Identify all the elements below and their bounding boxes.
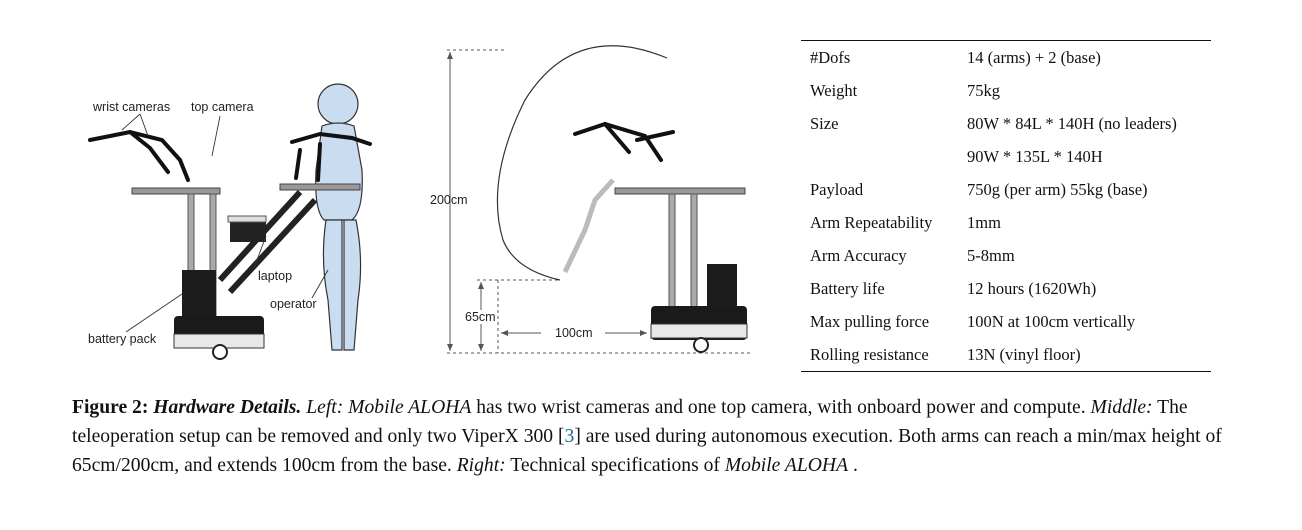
spec-value: 100N at 100cm vertically	[967, 311, 1136, 331]
height-max-label: 200cm	[430, 193, 468, 207]
spec-row	[801, 206, 1211, 239]
height-min-label: 65cm	[465, 310, 496, 324]
spec-key: Max pulling force	[810, 311, 930, 331]
figure-caption	[72, 393, 1232, 480]
spec-key: Arm Accuracy	[810, 245, 907, 265]
wrist-cameras-label: wrist cameras	[93, 100, 171, 114]
caption-middle-label: Middle:	[1090, 397, 1153, 418]
caption-text-2: The teleoperation setup can be removed and only two ViperX 300 [	[72, 397, 1188, 447]
operator-silhouette	[316, 84, 363, 350]
spec-row	[801, 239, 1211, 272]
spec-key: Size	[810, 113, 839, 133]
spec-value: 1mm	[967, 212, 1001, 232]
spec-row	[801, 173, 1211, 206]
specs-table	[801, 40, 1211, 372]
specs-table-body	[801, 41, 1211, 372]
laptop-label: laptop	[258, 269, 293, 283]
caption-title: Hardware Details.	[153, 397, 302, 418]
caption-right-label: Right:	[456, 455, 506, 476]
spec-row	[801, 338, 1211, 372]
operator-label: operator	[270, 297, 317, 311]
spec-value: 90W * 135L * 140H	[967, 146, 1103, 166]
spec-value: 75kg	[967, 80, 1000, 100]
citation-link[interactable]: 3	[564, 426, 575, 447]
middle-reach-figure	[425, 40, 770, 370]
spec-value: 13N (vinyl floor)	[958, 338, 1211, 372]
spec-key: #Dofs	[801, 41, 958, 75]
top-camera-label: top camera	[191, 100, 254, 114]
left-robot-figure	[70, 60, 400, 370]
spec-row	[801, 305, 1211, 338]
spec-key: Battery life	[810, 278, 885, 298]
caption-text-4: Technical specifications of	[505, 455, 725, 476]
spec-key: Weight	[810, 80, 858, 100]
spec-value: 5-8mm	[967, 245, 1015, 265]
spec-row	[801, 74, 1211, 107]
figure-label: Figure 2:	[72, 397, 149, 418]
spec-key: Rolling resistance	[801, 338, 958, 372]
spec-value: 12 hours (1620Wh)	[967, 278, 1097, 298]
caption-text-1: has two wrist cameras and one top camera, with onboard power and compute.	[471, 397, 1091, 418]
spec-key: Payload	[810, 179, 864, 199]
caption-system-name: Mobile ALOHA	[348, 397, 472, 418]
caption-left-label: Left:	[306, 397, 344, 418]
spec-row	[801, 272, 1211, 305]
spec-value: 80W * 84L * 140H (no leaders)	[967, 113, 1177, 133]
caption-system-name-2: Mobile ALOHA	[724, 455, 849, 476]
spec-key: Arm Repeatability	[810, 212, 933, 232]
spec-key	[801, 140, 958, 173]
spec-row	[801, 107, 1211, 140]
spec-row	[801, 41, 1211, 75]
spec-row	[801, 140, 1211, 173]
spec-value: 750g (per arm) 55kg (base)	[967, 179, 1148, 199]
battery-pack-label: battery pack	[88, 332, 157, 346]
reach-label: 100cm	[555, 326, 593, 340]
spec-value: 14 (arms) + 2 (base)	[958, 41, 1211, 75]
caption-text-3: ] are used during autonomous execution. Both arms can reach a min/max height of 65cm/200cm, and extends 100cm from the base.	[72, 426, 1222, 476]
caption-text-5: .	[848, 455, 858, 476]
